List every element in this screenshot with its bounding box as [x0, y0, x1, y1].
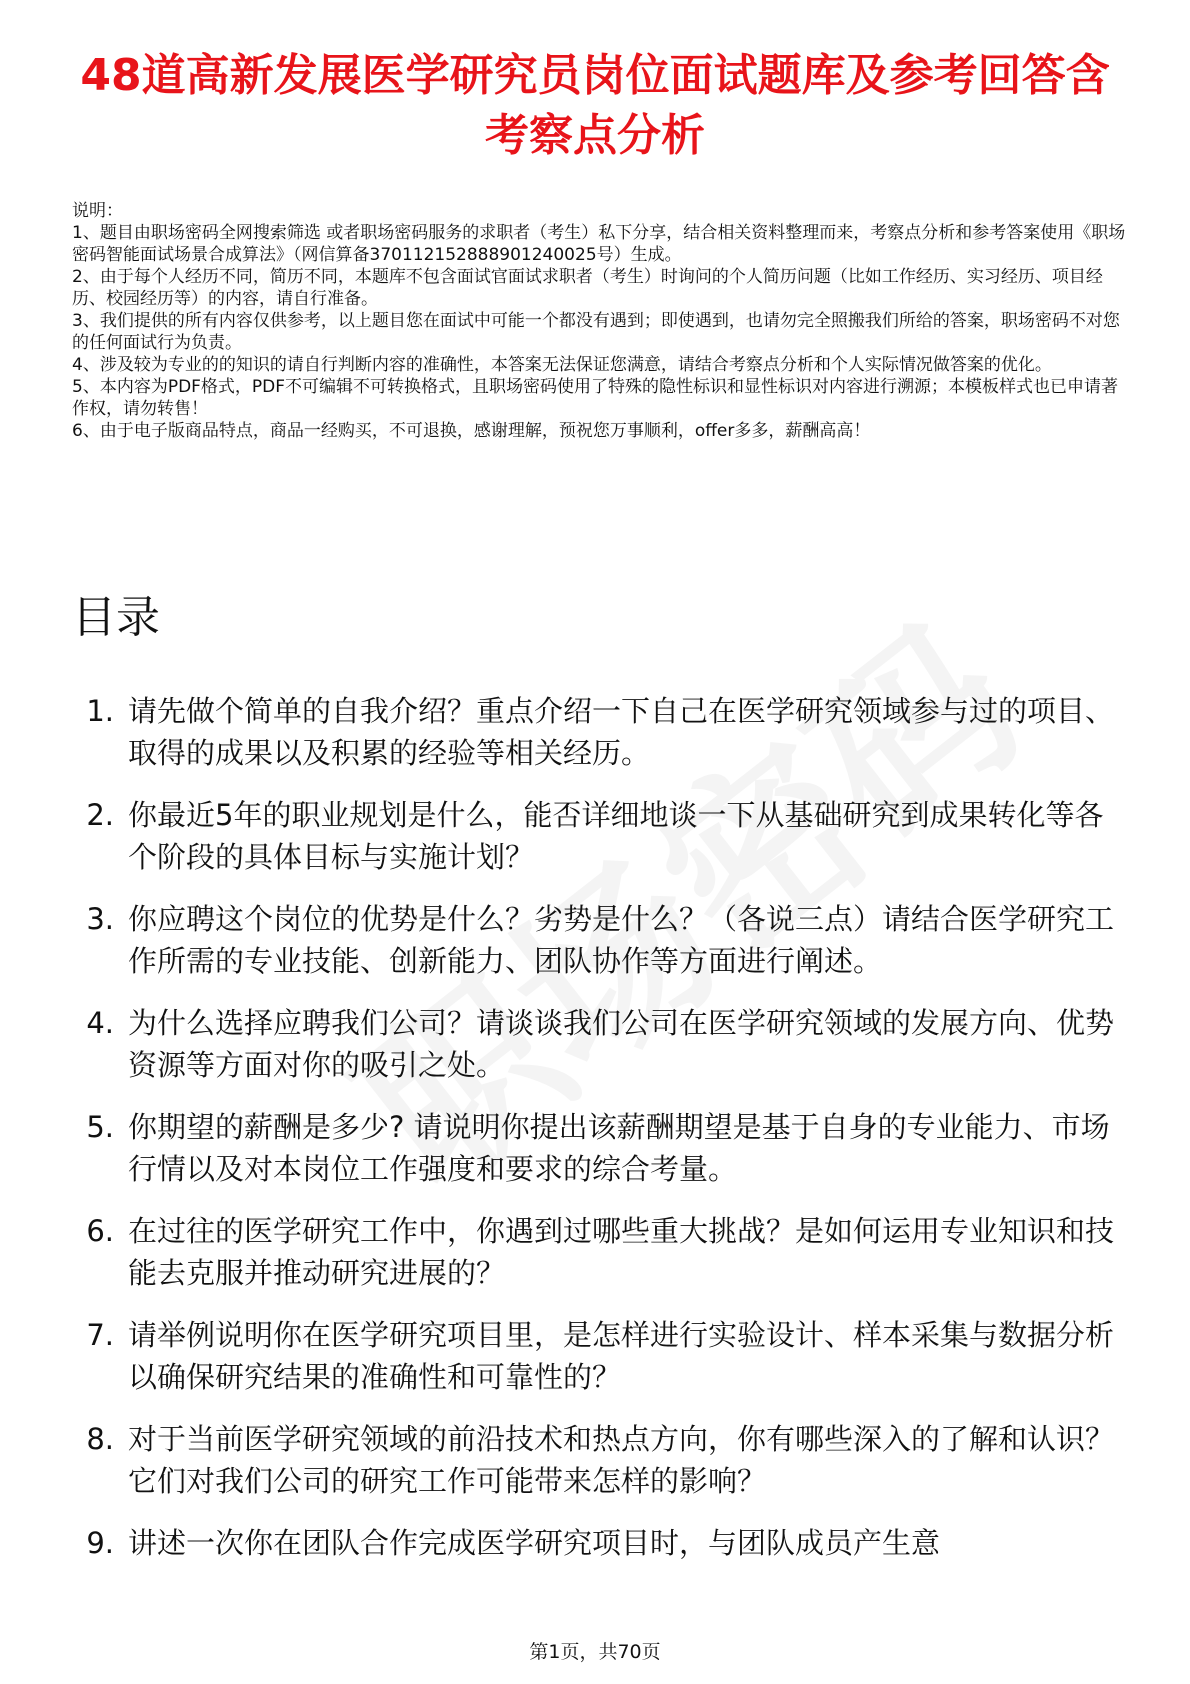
- note-item: 4、涉及较为专业的的知识的请自行判断内容的准确性，本答案无法保证您满意，请结合考察点分析和个人实际情况做答案的优化。: [72, 355, 1052, 375]
- note-item: 2、由于每个人经历不同，简历不同，本题库不包含面试官面试求职者（考生）时询问的个人简历问题（比如工作经历、实习经历、项目经历、校园经历等）的内容，请自行准备。: [72, 267, 1103, 309]
- toc-item-number: 6.: [86, 1214, 114, 1248]
- toc-item-text: 请先做个简单的自我介绍？重点介绍一下自己在医学研究领域参与过的项目、取得的成果以及积累的经验等相关经历。: [128, 694, 1115, 770]
- toc-item-text: 你期望的薪酬是多少? 请说明你提出该薪酬期望是基于自身的专业能力、市场行情以及对本岗位工作强度和要求的综合考量。: [128, 1110, 1110, 1186]
- note-item: 5、本内容为PDF格式，PDF不可编辑不可转换格式，且职场密码使用了特殊的隐性标识和显性标识对内容进行溯源；本模板样式也已申请著作权，请勿转售！: [72, 377, 1119, 419]
- note-item: 6、由于电子版商品特点，商品一经购买，不可退换，感谢理解，预祝您万事顺利，offer多多，薪酬高高！: [72, 421, 871, 441]
- toc-item[interactable]: [72, 1418, 1132, 1502]
- toc-heading: 目录: [72, 592, 160, 643]
- toc-item-text: 你应聘这个岗位的优势是什么？劣势是什么？（各说三点）请结合医学研究工作所需的专业技能、创新能力、团队协作等方面进行阐述。: [128, 902, 1115, 978]
- toc-list: [72, 690, 1132, 1584]
- toc-item-text: 你最近5年的职业规划是什么，能否详细地谈一下从基础研究到成果转化等各个阶段的具体目标与实施计划？: [128, 798, 1104, 874]
- toc-item-number: 5.: [86, 1110, 114, 1144]
- toc-item[interactable]: [72, 1210, 1132, 1294]
- toc-item[interactable]: [72, 1314, 1132, 1398]
- toc-item-number: 4.: [86, 1006, 114, 1040]
- toc-item-text: 对于当前医学研究领域的前沿技术和热点方向，你有哪些深入的了解和认识？它们对我们公司的研究工作可能带来怎样的影响？: [128, 1422, 1115, 1498]
- toc-item[interactable]: [72, 1522, 1132, 1564]
- toc-item[interactable]: [72, 794, 1132, 878]
- toc-item-number: 9.: [86, 1526, 114, 1560]
- toc-item-number: 7.: [86, 1318, 114, 1352]
- notes-section: [72, 200, 1128, 442]
- toc-item-number: 1.: [86, 694, 114, 728]
- toc-item-text: 在过往的医学研究工作中，你遇到过哪些重大挑战？是如何运用专业知识和技能去克服并推动研究进展的？: [128, 1214, 1115, 1290]
- toc-item-number: 8.: [86, 1422, 114, 1456]
- toc-item[interactable]: [72, 690, 1132, 774]
- toc-item-number: 3.: [86, 902, 114, 936]
- toc-item-text: 为什么选择应聘我们公司？请谈谈我们公司在医学研究领域的发展方向、优势资源等方面对你的吸引之处。: [128, 1006, 1115, 1082]
- toc-item-text: 讲述一次你在团队合作完成医学研究项目时，与团队成员产生意: [128, 1526, 941, 1560]
- notes-heading: 说明：: [72, 201, 123, 221]
- toc-item[interactable]: [72, 898, 1132, 982]
- note-item: 1、题目由职场密码全网搜索筛选 或者职场密码服务的求职者（考生）私下分享，结合相关资料整理而来，考察点分析和参考答案使用《职场密码智能面试场景合成算法》（网信算备370112152888901240025号）生成。: [72, 223, 1126, 265]
- document-title: 48道高新发展医学研究员岗位面试题库及参考回答含考察点分析: [80, 50, 1110, 161]
- toc-item-text: 请举例说明你在医学研究项目里，是怎样进行实验设计、样本采集与数据分析以确保研究结果的准确性和可靠性的？: [128, 1318, 1115, 1394]
- toc-item-number: 2.: [86, 798, 114, 832]
- toc-item[interactable]: [72, 1106, 1132, 1190]
- toc-item[interactable]: [72, 1002, 1132, 1086]
- page-footer: 第1页，共70页: [529, 1641, 661, 1663]
- note-item: 3、我们提供的所有内容仅供参考，以上题目您在面试中可能一个都没有遇到；即使遇到，也请勿完全照搬我们所给的答案，职场密码不对您的任何面试行为负责。: [72, 311, 1120, 353]
